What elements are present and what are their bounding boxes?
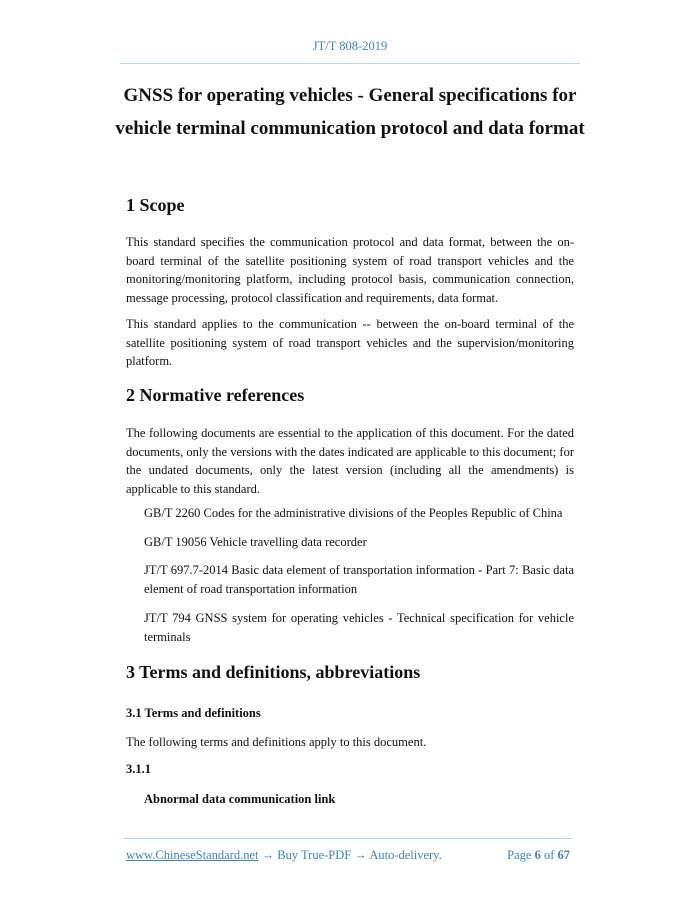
auto-delivery-text: Auto-delivery. bbox=[369, 848, 442, 862]
reference-item: GB/T 19056 Vehicle travelling data recorder bbox=[144, 535, 367, 549]
reference-item: JT/T 794 GNSS system for operating vehicles - Technical specification for vehicle terminals bbox=[144, 611, 574, 644]
scope-paragraph-2: This standard applies to the communication -- between the on-board terminal of the satellite positioning system of road transport vehicles and the supervision/monitoring platform. bbox=[126, 317, 574, 369]
subsection-heading-terms: 3.1 Terms and definitions bbox=[126, 706, 261, 720]
buy-pdf-text: Buy True-PDF bbox=[277, 848, 352, 862]
section-heading-terms: 3 Terms and definitions, abbreviations bbox=[126, 662, 421, 682]
page-label: Page bbox=[507, 848, 532, 862]
clause-number: 3.1.1 bbox=[126, 762, 151, 776]
header-divider bbox=[120, 63, 580, 64]
scope-paragraph-1: This standard specifies the communication protocol and data format, between the on-board terminal of the satellite positioning system of road transport vehicles and the monitoring/monitoring platform, including protocol basis, communication connection, message processing, protocol classification and requirements, data format. bbox=[126, 235, 574, 306]
footer-divider bbox=[124, 838, 572, 839]
terms-paragraph: The following terms and definitions apply to this document. bbox=[126, 735, 427, 749]
footer-promo bbox=[126, 848, 442, 863]
page-number bbox=[507, 848, 570, 863]
total-pages: 67 bbox=[557, 848, 570, 862]
website-link[interactable]: www.ChineseStandard.net bbox=[126, 848, 259, 862]
title-line-2: vehicle terminal communication protocol and data format bbox=[115, 118, 585, 139]
section-heading-scope: 1 Scope bbox=[126, 195, 185, 215]
arrow-right-icon: → bbox=[354, 848, 367, 862]
arrow-right-icon: → bbox=[261, 848, 275, 862]
reference-item: GB/T 2260 Codes for the administrative divisions of the Peoples Republic of China bbox=[144, 506, 563, 520]
current-page: 6 bbox=[534, 848, 541, 862]
section-heading-normative: 2 Normative references bbox=[126, 385, 305, 405]
document-id-header: JT/T 808-2019 bbox=[312, 39, 388, 53]
normative-paragraph: The following documents are essential to the application of this document. For the dated documents, only the versions with the dates indicated are applicable to this document; for the undated documents, only the latest version (including all the amendments) is applicable to this standard. bbox=[126, 426, 574, 497]
title-line-1: GNSS for operating vehicles - General specifications for bbox=[123, 85, 577, 106]
reference-item: JT/T 697.7-2014 Basic data element of transportation information - Part 7: Basic data element of road transportation information bbox=[144, 563, 574, 596]
term-title: Abnormal data communication link bbox=[144, 792, 336, 806]
of-label: of bbox=[543, 848, 555, 862]
